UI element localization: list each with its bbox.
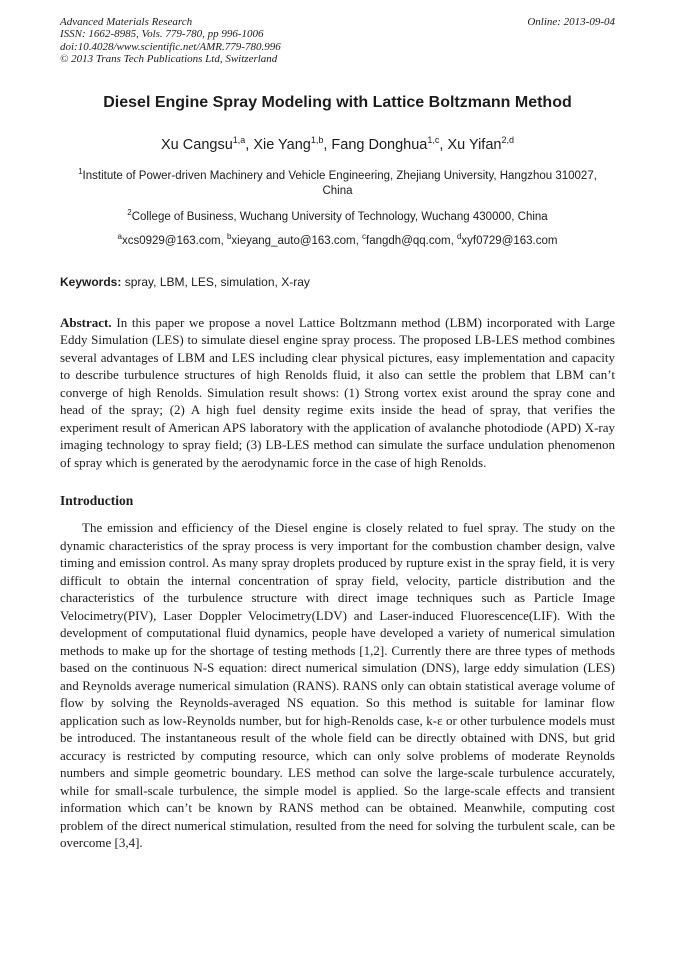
affiliation-2: $^2$College of Business, Wuchang University of Technology, Wuchang 430000, China [127, 207, 548, 223]
abstract-label: Abstract. [60, 314, 112, 330]
affiliation-1: $^1$Institute of Power-driven Machinery and Vehicle Engineering, Zhejiang University, Hangzhou 310027, China [78, 166, 597, 197]
keywords-line [60, 275, 615, 290]
issn-line: ISSN: 1662-8985, Vols. 779-780, pp 996-1006 [60, 28, 264, 41]
abstract-text: In this paper we propose a novel Lattice Boltzmann method (LBM) incorporated with Large Eddy Simulation (LES) to simulate diesel engine spray process. The proposed LB-LES method combines several advantages of LBM and LES including clear physical pictures, easy implementation and capacity to describe turbulence structures of high Renolds fluid, it also can settle the problem that LBM can’t converge of high Renolds. Simulation result shows: (1) Strong vortex exist around the spray cone and head of the spray; (2) A high fuel density regime exits inside the head of spray, that verifies the experiment result of American APS laboratory with the application of avalanche photodiode (APD) X-ray imaging technology to spray field; (3) LB-LES method can simulate the surface undulation phenomenon of spray which is generated by the aerodynamic force in the case of high Renolds. [60, 314, 615, 470]
author-emails: $^a$xcs0929@163.com, $^b$xieyang_auto@163.com, $^c$fangdh@qq.com, $^d$xyf0729@163.com [117, 231, 558, 247]
journal-header [60, 16, 615, 66]
journal-name: Advanced Materials Research [60, 16, 193, 28]
abstract-paragraph [60, 314, 615, 472]
keywords-text: spray, LBM, LES, simulation, X-ray [121, 274, 310, 289]
online-date: Online: 2013-09-04 [527, 16, 615, 28]
keywords-label: Keywords: [60, 274, 122, 289]
paper-title: Diesel Engine Spray Modeling with Lattice Boltzmann Method [103, 93, 572, 111]
introduction-paragraph: The emission and efficiency of the Diesel engine is closely related to fuel spray. The study on the dynamic characteristics of the spray process is very important for the combustion chamber design, valve timing and emission control. As many spray droplets produced by rupture exist in the spray field, it is very difficult to obtain the internal concentration of spray field, velocity, particle distribution and the characteristics of the turbulence structure with direct image techniques such as Particle Image Velocimetry(PIV), Laser Doppler Velocimetry(LDV) and Laser-induced Fluorescence(LIF). With the development of computational fluid dynamics, people have developed a variety of numerical simulation methods to make up for the shortage of testing methods [1,2]. Currently there are three types of methods based on the continuous N-S equation: direct numerical simulation (DNS), large eddy simulation (LES) and Reynolds average numerical simulation (RANS). RANS only can obtain statistical average volume of flow by solving the Reynolds-averaged NS equation. So this method is suitable for laminar flow application such as low-Reynolds number, but for high-Renolds case, k-ε or other turbulence models must be introduced. The instantaneous result of the whole field can be directly obtained with DNS, but grid accuracy is restricted by computing resource, which can only solve problems of moderate Reynolds numbers and simple geometric boundary. LES method can solve the large-scale turbulence accurately, while for small-scale turbulence, the simple model is applied. So the large-scale effects and transient information which can’t be known by RANS method can be obtained. Meanwhile, computing cost problem of the direct numerical stimulation, resulted from the need for solving the turbulent scale, can be overcome [3,4]. [60, 520, 615, 851]
authors-line: Xu Cangsu$^{1,a}$, Xie Yang$^{1,b}$, Fang Donghua$^{1,c}$, Xu Yifan$^{2,d}$ [161, 134, 514, 153]
section-heading-introduction: Introduction [60, 493, 134, 509]
journal-header-left [60, 16, 281, 66]
copyright-line: © 2013 Trans Tech Publications Ltd, Switzerland [60, 53, 278, 66]
doi-line: doi:10.4028/www.scientific.net/AMR.779-780.996 [60, 40, 281, 53]
